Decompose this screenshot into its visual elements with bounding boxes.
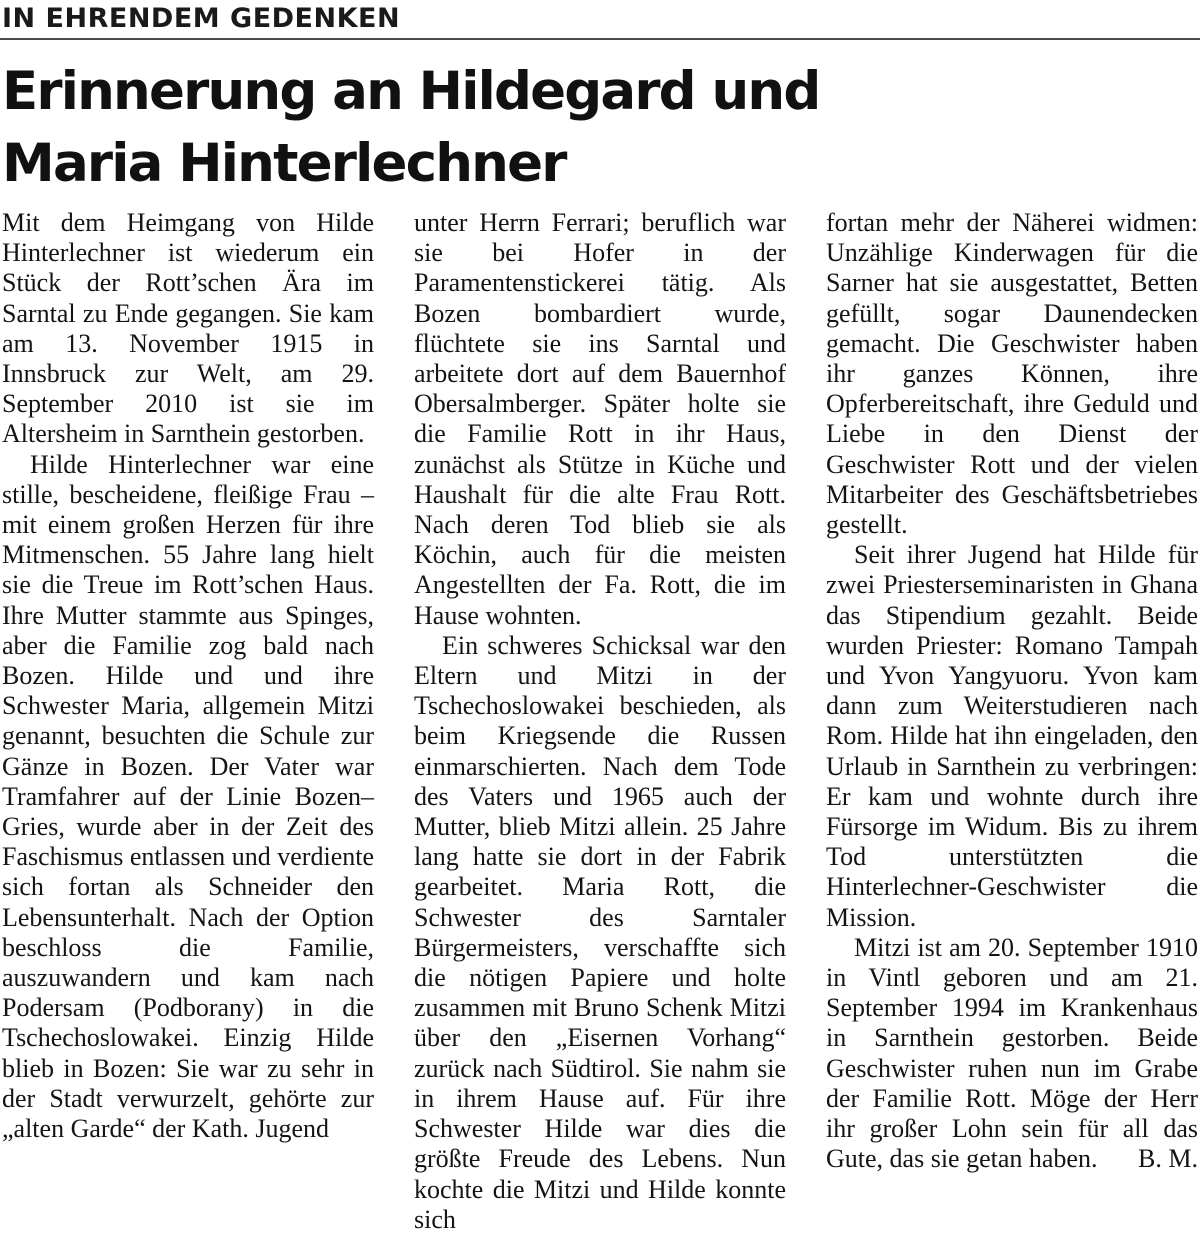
author-signature: B. M. [1138,1144,1198,1174]
paragraph-text: Mitzi ist am 20. September 1910 in Vintl geboren und am 21. September 1994 im Krankenhaus in Sarnthein gestorben. Beide Geschwister ruhen nun im Grabe der Familie Rott. Möge der Herr ihr großer Lohn sein für all das Gute, das sie getan haben. [826,932,1198,1174]
section-rule [0,38,1200,40]
paragraph: fortan mehr der Näherei widmen: Unzählige Kinderwagen für die Sarner hat sie ausgestattet, Betten gefüllt, sogar Daunendecken gemacht. Die Geschwister haben ihr ganzes Können, ihre Opferbereitschaft, ihre Geduld und Liebe in den Dienst der Geschwister Rott und der vielen Mitarbeiter des Geschäftsbetriebes gestellt. [826,208,1198,540]
paragraph: Hilde Hinterlechner war eine stille, bescheidene, fleißige Frau – mit einem großen Herzen für ihre Mitmenschen. 55 Jahre lang hielt sie die Treue im Rott’schen Haus. Ihre Mutter stammte aus Spinges, aber die Familie zog bald nach Bozen. Hilde und und ihre Schwester Maria, allgemein Mitzi genannt, besuchten die Schule zur Gänze in Bozen. Der Vater war Tramfahrer auf der Linie Bozen–Gries, wurde aber in der Zeit des Faschismus entlassen und verdiente sich fortan als Schneider den Lebensunterhalt. Nach der Option beschloss die Familie, auszuwandern und kam nach Podersam (Podborany) in die Tschechoslowakei. Einzig Hilde blieb in Bozen: Sie war zu sehr in der Stadt verwurzelt, gehörte zur „alten Garde“ der Kath. Jugend [2,449,374,1144]
article-column-1 [2,208,374,1144]
paragraph [826,933,1198,1175]
article-column-2 [414,208,786,1235]
headline [2,56,819,200]
section-kicker: IN EHRENDEM GEDENKEN [2,3,401,34]
paragraph: Seit ihrer Jugend hat Hilde für zwei Priesterseminaristen in Ghana das Stipendium gezahlt. Beide wurden Priester: Romano Tampah und Yvon Yangyuoru. Yvon kam dann zum Weiterstudieren nach Rom. Hilde hat ihn eingeladen, den Urlaub in Sarnthein zu verbringen: Er kam und wohnte durch ihre Fürsorge im Widum. Bis zu ihrem Tod unterstützten die Hinterlechner-Geschwister die Mission. [826,540,1198,932]
paragraph: unter Herrn Ferrari; beruflich war sie bei Hofer in der Paramentenstickerei tätig. Als Bozen bombardiert wurde, flüchtete sie ins Sarntal und arbeitete dort auf dem Bauernhof Obersalmberger. Später holte sie die Familie Rott in ihr Haus, zunächst als Stütze in Küche und Haushalt für die alte Frau Rott. Nach deren Tod blieb sie als Köchin, auch für die meisten Angestellten der Fa. Rott, die im Hause wohnten. [414,208,786,630]
article-column-3 [826,208,1198,1175]
paragraph: Ein schweres Schicksal war den Eltern und Mitzi in der Tschechoslowakei beschieden, als beim Kriegsende die Russen einmarschierten. Nach dem Tode des Vaters und 1965 auch der Mutter, blieb Mitzi allein. 25 Jahre lang hatte sie dort in der Fabrik gearbeitet. Maria Rott, die Schwester des Sarntaler Bürgermeisters, verschaffte sich die nötigen Papiere und holte zusammen mit Bruno Schenk Mitzi über den „Eisernen Vorhang“ zurück nach Südtirol. Sie nahm sie in ihrem Hause auf. Für ihre Schwester Hilde war dies die größte Freude des Lebens. Nun kochte die Mitzi und Hilde konnte sich [414,630,786,1234]
headline-line-1: Erinnerung an Hildegard und [2,61,820,122]
headline-line-2: Maria Hinterlechner [2,133,566,194]
paragraph: Mit dem Heimgang von Hilde Hinterlechner ist wiederum ein Stück der Rott’schen Ära im Sarntal zu Ende gegangen. Sie kam am 13. November 1915 in Innsbruck zur Welt, am 29. September 2010 ist sie im Altersheim in Sarnthein gestorben. [2,208,374,449]
